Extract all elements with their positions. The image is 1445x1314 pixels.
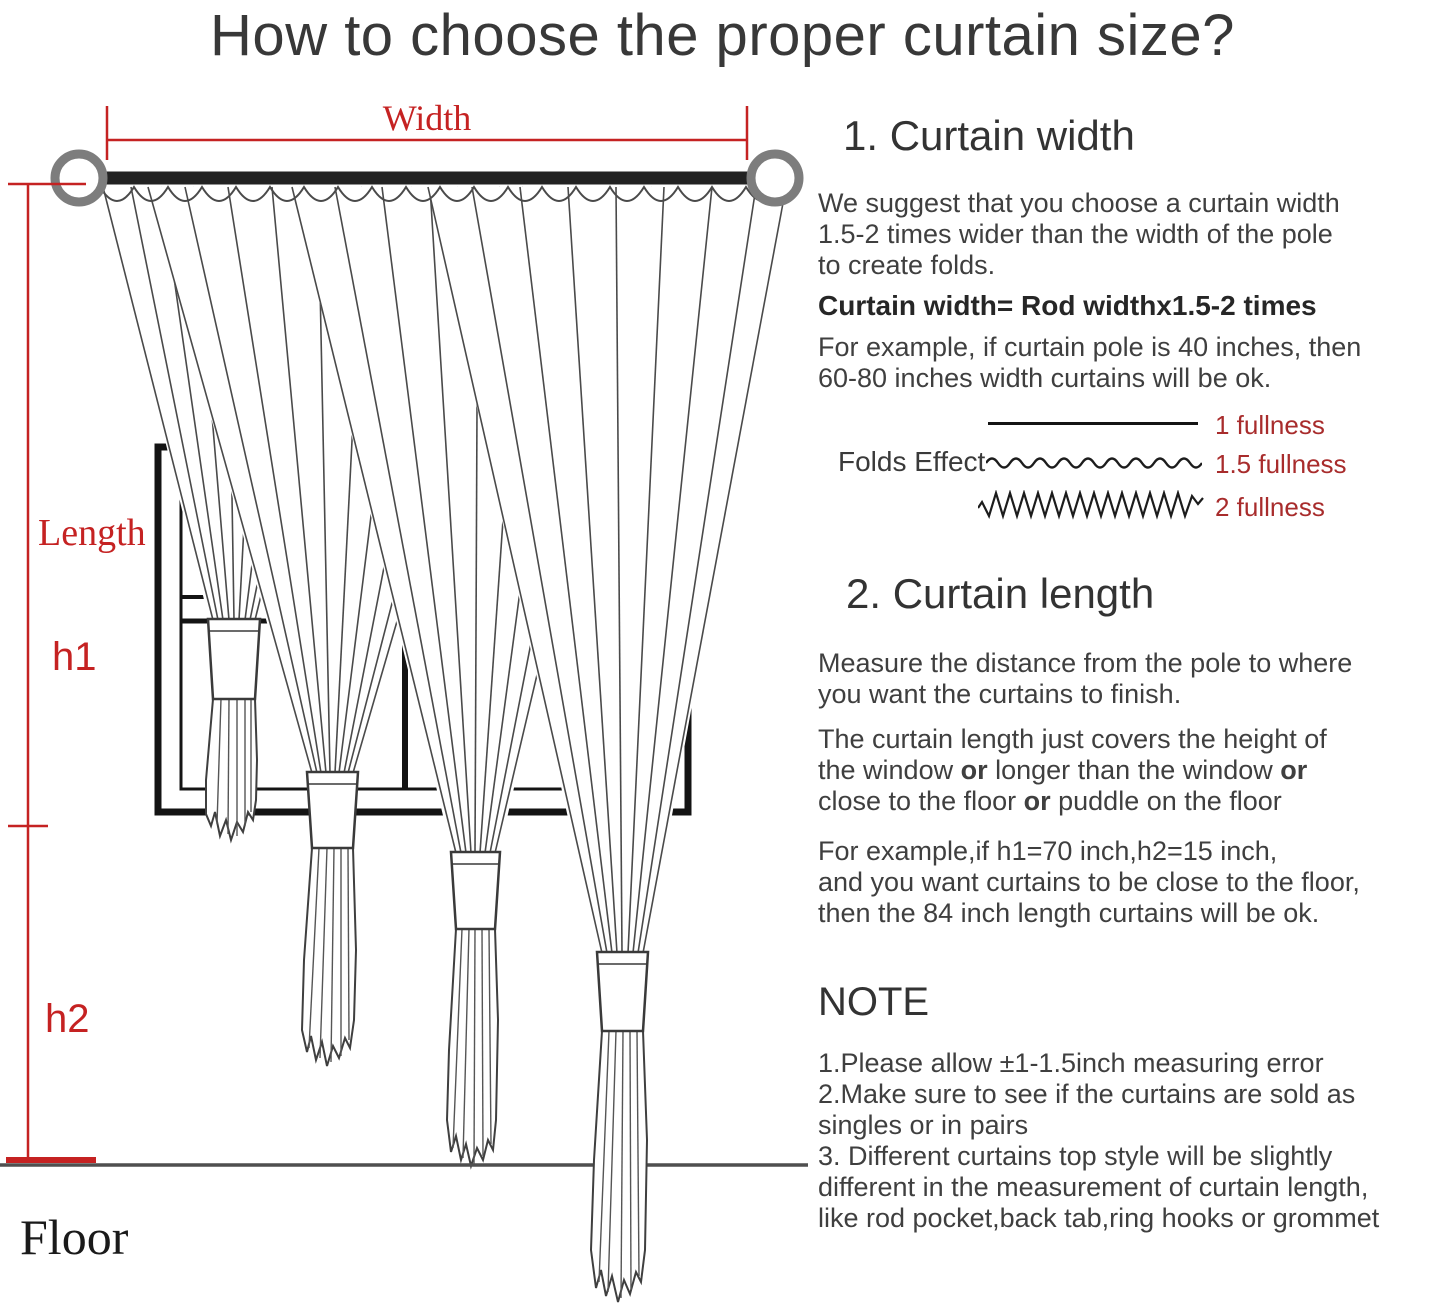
h1-label: h1 (52, 635, 97, 679)
length-label: Length (38, 512, 146, 554)
text-line: like rod pocket,back tab,ring hooks or grommet (818, 1203, 1380, 1233)
note-list (818, 1048, 1379, 1234)
rod-ring-left (55, 154, 103, 202)
page-title: How to choose the proper curtain size? (210, 3, 1235, 68)
fullness-label-2: 2 fullness (1215, 492, 1325, 522)
text-line: 3. Different curtains top style will be slightly (818, 1141, 1333, 1171)
curtain-width-formula: Curtain width= Rod widthx1.5-2 times (818, 290, 1317, 321)
curtain-length-example (818, 836, 1360, 929)
text-line: 1.5-2 times wider than the width of the pole (818, 219, 1333, 249)
text-line: you want the curtains to finish. (818, 679, 1182, 709)
or-emphasis: or (1280, 755, 1308, 785)
text-line: For example, if curtain pole is 40 inches, then (818, 332, 1362, 362)
text-line: then the 84 inch length curtains will be ok. (818, 898, 1320, 928)
fullness-label-1-5: 1.5 fullness (1215, 449, 1347, 479)
text-line: different in the measurement of curtain length, (818, 1172, 1369, 1202)
text-line: For example,if h1=70 inch,h2=15 inch, (818, 836, 1278, 866)
or-emphasis: or (1023, 786, 1051, 816)
text-line: to create folds. (818, 250, 996, 280)
curtain-width-example (818, 332, 1361, 394)
fullness-line-straight (988, 422, 1198, 425)
floor-label: Floor (20, 1209, 129, 1265)
curtain-width-heading: 1. Curtain width (843, 112, 1135, 159)
or-emphasis: or (960, 755, 988, 785)
width-label: Width (382, 98, 472, 138)
fullness-label-1: 1 fullness (1215, 410, 1325, 440)
curtain-length-covers (818, 724, 1327, 817)
text-line: Measure the distance from the pole to where (818, 648, 1353, 678)
instructions-column (818, 0, 1445, 1314)
curtain-length-measure (818, 648, 1352, 710)
folds-effect-label: Folds Effect (838, 446, 986, 477)
text-line: We suggest that you choose a curtain width (818, 188, 1340, 218)
fullness-line-zigzag (978, 490, 1206, 520)
text-line: 1.Please allow ±1-1.5inch measuring error (818, 1048, 1324, 1078)
curtain-width-intro (818, 188, 1340, 281)
text-line: the window or longer than the window or (818, 755, 1308, 785)
text-line: singles or in pairs (818, 1110, 1029, 1140)
text-line: The curtain length just covers the height of (818, 724, 1327, 754)
note-heading: NOTE (818, 980, 930, 1024)
fullness-line-wavy (986, 453, 1202, 471)
text-line: 2.Make sure to see if the curtains are sold as (818, 1079, 1356, 1109)
text-line: 60-80 inches width curtains will be ok. (818, 363, 1272, 393)
text-line: close to the floor or puddle on the floor (818, 786, 1282, 816)
rod-ring-right (751, 154, 799, 202)
curtain-length-heading: 2. Curtain length (846, 570, 1155, 617)
text-line: and you want curtains to be close to the floor, (818, 867, 1360, 897)
h2-label: h2 (45, 997, 90, 1041)
